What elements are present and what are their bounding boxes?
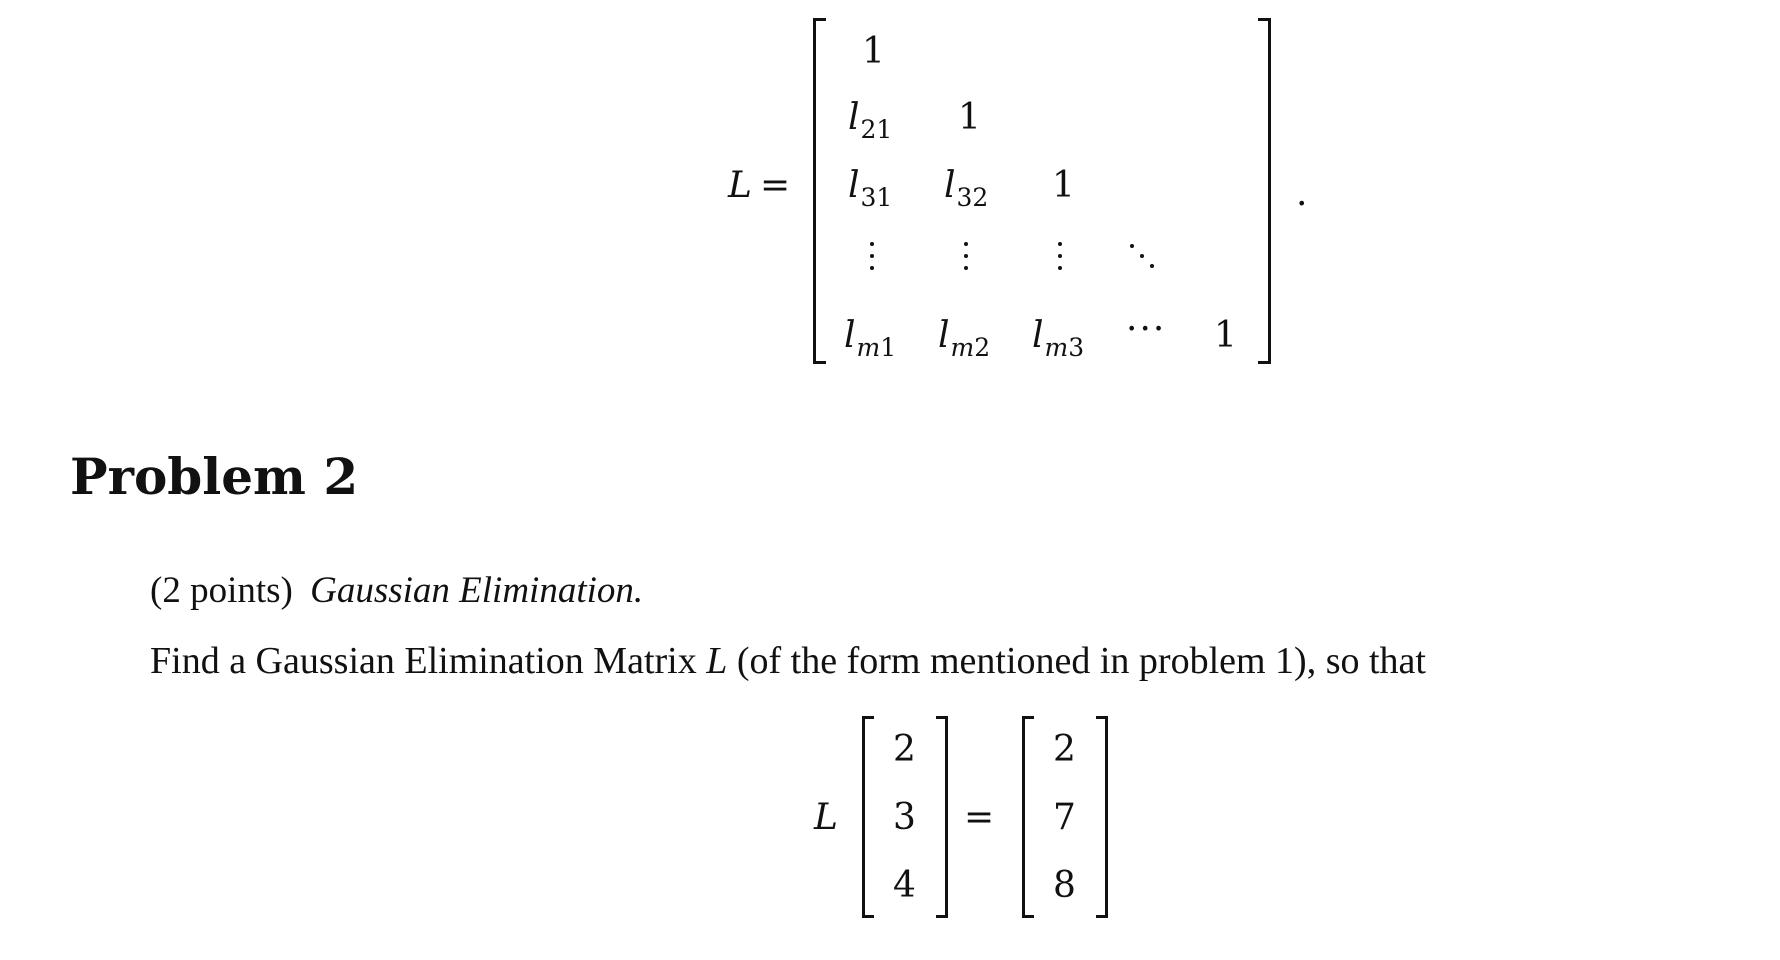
equation-L-symbol: L [814, 797, 838, 838]
problem-points-line [150, 572, 643, 609]
matrix-L-entry-r5c2: $l_{m2}$ [938, 315, 991, 362]
matrix-L-entry-r3c3: 1 [1052, 165, 1075, 206]
matrix-L-entry-r3c1: $l_{31}$ [848, 165, 893, 212]
problem-topic: Gaussian Elimination. [310, 570, 644, 611]
problem-heading: Problem 2 [70, 447, 359, 506]
matrix-L-entry-r1c1: 1 [862, 31, 885, 72]
output-vector-entry-3: 8 [1053, 865, 1076, 906]
input-vector-left-bracket [862, 716, 874, 918]
matrix-L-left-bracket [813, 18, 826, 364]
matrix-L-entry-r5c1: $l_{m1}$ [844, 315, 897, 362]
matrix-L-entry-r2c2: 1 [958, 97, 981, 138]
input-vector-entry-3: 4 [893, 865, 916, 906]
matrix-L-symbol: L [728, 165, 752, 206]
problem-points: (2 points) [150, 570, 293, 611]
problem-statement: Find a Gaussian Elimination Matrix L (of the form mentioned in problem 1), so that [150, 640, 1426, 682]
matrix-L-entry-r5c5: 1 [1214, 315, 1237, 356]
output-vector-entry-2: 7 [1053, 797, 1076, 838]
matrix-L-horizontal-ellipsis: ··· [1126, 309, 1167, 350]
output-vector-left-bracket [1022, 716, 1034, 918]
matrix-L-period: . [1296, 173, 1308, 214]
output-vector-entry-1: 2 [1053, 729, 1076, 770]
output-vector-right-bracket [1096, 716, 1108, 918]
input-vector-entry-1: 2 [893, 729, 916, 770]
matrix-L-entry-r3c2: $l_{32}$ [944, 165, 989, 212]
input-vector-right-bracket [936, 716, 948, 918]
input-vector-entry-2: 3 [893, 797, 916, 838]
matrix-L-entry-r2c1: $l_{21}$ [848, 97, 893, 144]
equation-equals: = [964, 797, 995, 838]
matrix-L-right-bracket [1258, 18, 1271, 364]
matrix-L-entry-r5c3: $l_{m3}$ [1032, 315, 1085, 362]
matrix-L-equals: = [760, 165, 791, 206]
